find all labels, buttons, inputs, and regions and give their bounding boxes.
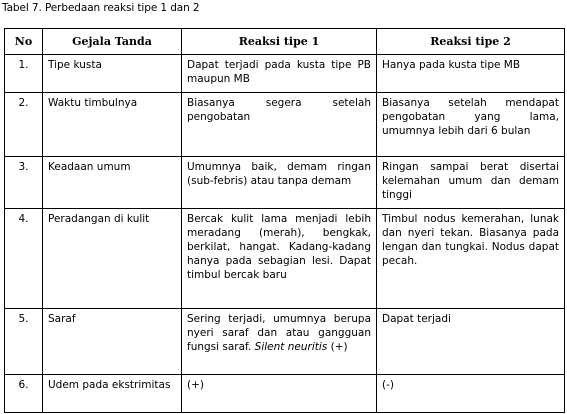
row-reaksi-tipe-2: Hanya pada kusta tipe MB (377, 55, 565, 93)
row-number: 6. (5, 375, 43, 413)
row-gejala: Waktu timbulnya (43, 93, 182, 157)
table-row (5, 55, 565, 93)
row-reaksi-tipe-1: Dapat terjadi pada kusta tipe PB maupun MB (182, 55, 377, 93)
row-gejala: Keadaan umum (43, 157, 182, 209)
row-reaksi-tipe-2: Ringan sampai berat disertai kelemahan umum dan demam tinggi (377, 157, 565, 209)
row-reaksi-tipe-1: Bercak kulit lama menjadi lebih meradang (merah), bengkak, berkilat, hangat. Kadang-kadang hanya pada sebagian lesi. Dapat timbul bercak baru (182, 209, 377, 309)
header-reaksi-tipe-1: Reaksi tipe 1 (182, 29, 377, 55)
row-reaksi-tipe-2: Biasanya setelah mendapat pengobatan yang lama, umumnya lebih dari 6 bulan (377, 93, 565, 157)
reaction-comparison-table (4, 28, 565, 413)
header-no: No (5, 29, 43, 55)
table-row (5, 157, 565, 209)
row-reaksi-tipe-1: (+) (182, 375, 377, 413)
row-gejala: Saraf (43, 309, 182, 375)
row-number: 3. (5, 157, 43, 209)
silent-neuritis-value: (+) (330, 341, 348, 353)
silent-neuritis-term: Silent neuritis (254, 341, 328, 353)
table-row (5, 309, 565, 375)
table-header-row (5, 29, 565, 55)
row-reaksi-tipe-2: (-) (377, 375, 565, 413)
row-reaksi-tipe-2: Timbul nodus kemerahan, lunak dan nyeri tekan. Biasanya pada lengan dan tungkai. Nodus dapat pecah. (377, 209, 565, 309)
row-reaksi-tipe-1: Umumnya baik, demam ringan (sub-febris) atau tanpa demam (182, 157, 377, 209)
row-number: 1. (5, 55, 43, 93)
table-row (5, 93, 565, 157)
row-number: 4. (5, 209, 43, 309)
row-gejala: Tipe kusta (43, 55, 182, 93)
row-gejala: Peradangan di kulit (43, 209, 182, 309)
row-reaksi-tipe-1 (182, 309, 377, 375)
header-reaksi-tipe-2: Reaksi tipe 2 (377, 29, 565, 55)
header-gejala-tanda: Gejala Tanda (43, 29, 182, 55)
row-number: 5. (5, 309, 43, 375)
table-caption: Tabel 7. Perbedaan reaksi tipe 1 dan 2 (2, 2, 200, 14)
saraf-tipe1-text: Sering terjadi, umumnya berupa nyeri saraf dan atau gangguan fungsi saraf. (187, 313, 371, 353)
table-row (5, 375, 565, 413)
row-reaksi-tipe-1: Biasanya segera setelah pengobatan (182, 93, 377, 157)
row-number: 2. (5, 93, 43, 157)
row-reaksi-tipe-2: Dapat terjadi (377, 309, 565, 375)
table-row (5, 209, 565, 309)
row-gejala: Udem pada ekstrimitas (43, 375, 182, 413)
